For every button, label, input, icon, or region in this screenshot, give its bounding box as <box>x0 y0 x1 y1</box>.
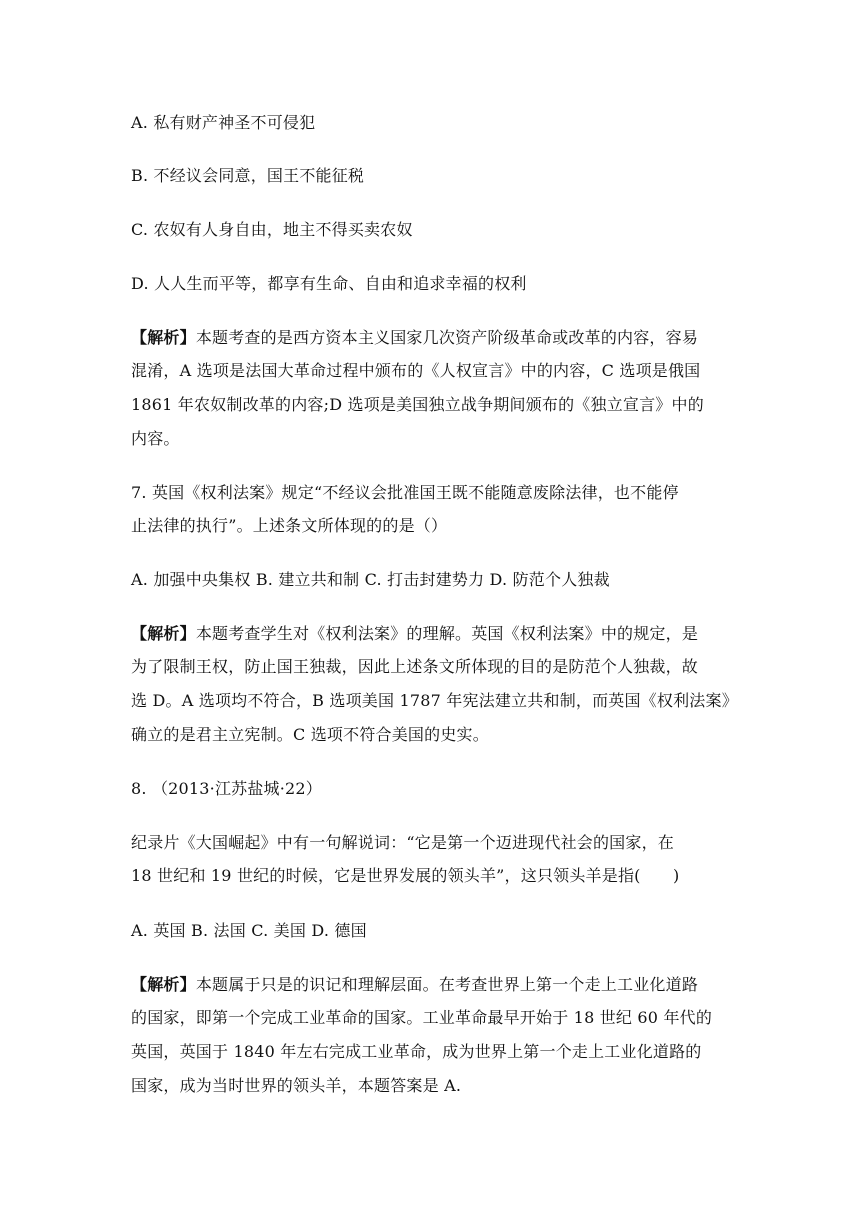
q7-analysis-line-1 <box>131 623 741 645</box>
q8-analysis-line-1 <box>131 974 741 996</box>
q8-header: 8. （2013·江苏盐城·22） <box>131 779 323 798</box>
q8-analysis-line-4: 国家，成为当时世界的领头羊，本题答案是 A. <box>131 1076 462 1095</box>
q8-stem-line-1: 纪录片《大国崛起》中有一句解说词：“它是第一个迈进现代社会的国家，在 <box>131 833 674 852</box>
q7-analysis-text-1: 本题考查学生对《权利法案》的理解。英国《权利法案》中的规定，是 <box>195 624 699 643</box>
q7-options: A. 加强中央集权 B. 建立共和制 C. 打击封建势力 D. 防范个人独裁 <box>131 570 610 589</box>
analysis-tag: 【解析】 <box>131 975 196 994</box>
q8-stem-line-2: 18 世纪和 19 世纪的时候，它是世界发展的领头羊”，这只领头羊是指( ) <box>131 866 680 885</box>
q7-stem-line-1: 7. 英国《权利法案》规定“不经议会批准国王既不能随意废除法律，也不能停 <box>131 483 679 502</box>
q6-analysis-line-2: 混淆，A 选项是法国大革命过程中颁布的《人权宣言》中的内容，C 选项是俄国 <box>131 361 701 380</box>
q6-analysis-text-1: 本题考查的是西方资本主义国家几次资产阶级革命或改革的内容，容易 <box>195 328 699 347</box>
q6-option-b: B. 不经议会同意，国王不能征税 <box>131 166 365 185</box>
q6-analysis-line-4: 内容。 <box>131 429 180 448</box>
analysis-tag: 【解析】 <box>131 328 196 347</box>
q8-analysis-line-3: 英国，英国于 1840 年左右完成工业革命，成为世界上第一个走上工业化道路的 <box>131 1042 702 1061</box>
analysis-tag: 【解析】 <box>131 624 196 643</box>
q6-option-d: D. 人人生而平等，都享有生命、自由和追求幸福的权利 <box>131 274 527 293</box>
q8-analysis-text-1: 本题属于只是的识记和理解层面。在考查世界上第一个走上工业化道路 <box>195 975 699 994</box>
q8-analysis-line-2: 的国家，即第一个完成工业革命的国家。工业革命最早开始于 18 世纪 60 年代的 <box>131 1008 713 1027</box>
q7-analysis-line-4: 确立的是君主立宪制。C 选项不符合美国的史实。 <box>131 725 489 744</box>
q7-stem-line-2: 止法律的执行”。上述条文所体现的的是（） <box>131 516 448 535</box>
q6-analysis-line-3: 1861 年农奴制改革的内容;D 选项是美国独立战争期间颁布的《独立宣言》中的 <box>131 395 704 414</box>
q6-analysis-line-1 <box>131 327 741 349</box>
q6-option-a: A. 私有财产神圣不可侵犯 <box>131 113 316 132</box>
q8-options: A. 英国 B. 法国 C. 美国 D. 德国 <box>131 921 367 940</box>
q6-option-c: C. 农奴有人身自由，地主不得买卖农奴 <box>131 220 413 239</box>
q7-analysis-line-2: 为了限制王权，防止国王独裁，因此上述条文所体现的目的是防范个人独裁，故 <box>131 657 699 676</box>
q7-analysis-line-3: 选 D。A 选项均不符合，B 选项美国 1787 年宪法建立共和制，而英国《权利法案》 <box>131 691 738 710</box>
